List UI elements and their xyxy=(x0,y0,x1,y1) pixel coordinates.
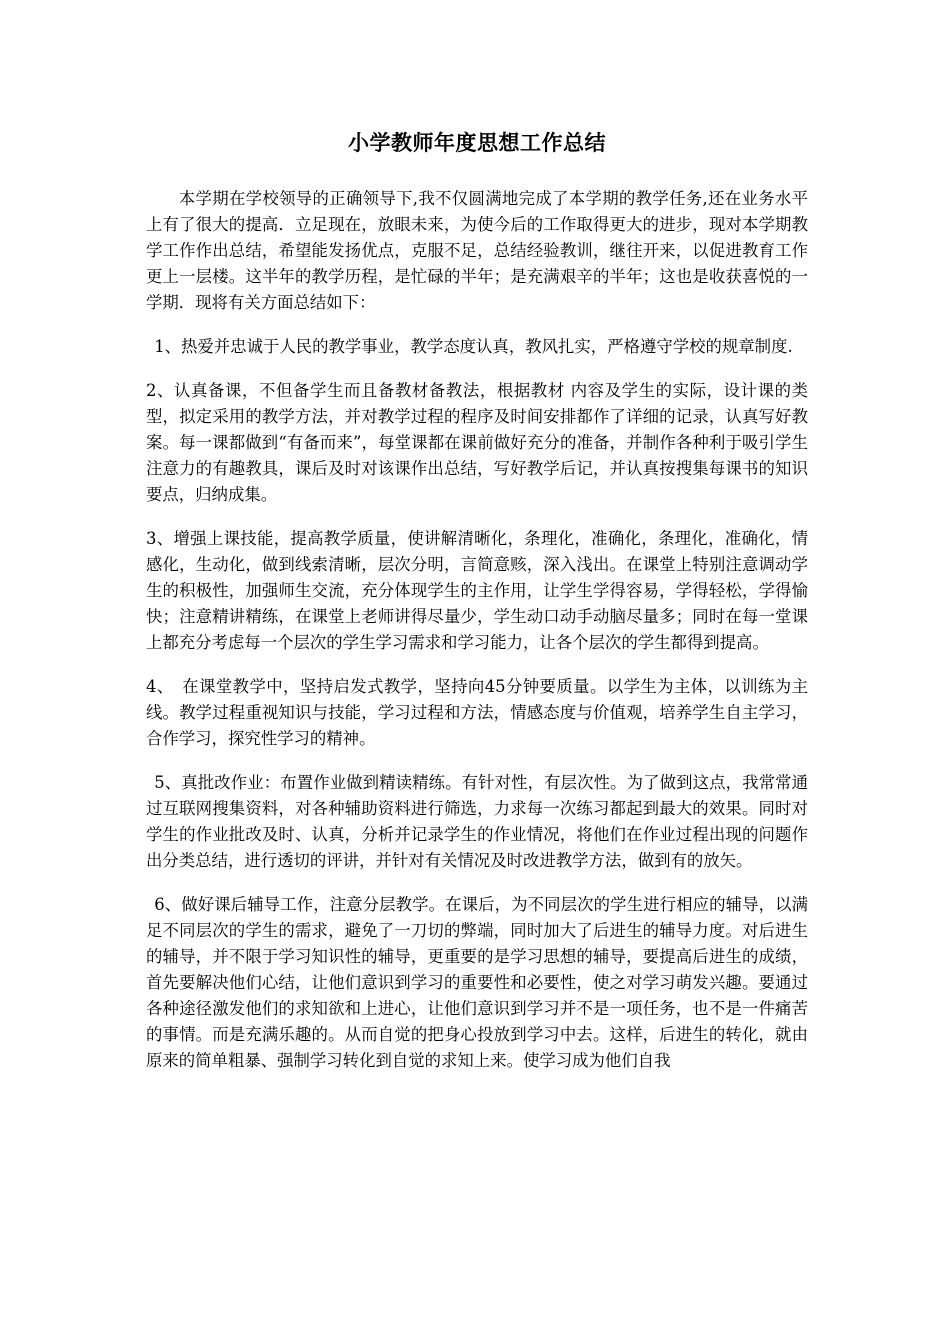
paragraph-item-1: 1、热爱并忠诚于人民的教学事业，教学态度认真，教风扎实，严格遵守学校的规章制度. xyxy=(154,337,793,356)
paragraph-intro: 本学期在学校领导的正确领导下,我不仅圆满地完成了本学期的教学任务,还在业务水平上有了很大的提高．立足现在，放眼未来，为使今后的工作取得更大的进步，现对本学期教学工作作出总结，希望能发扬优点，克服不足，总结经验教训，继往开来，以促进教育工作更上一层楼。这半年的教学历程，是忙碌的半年；是充满艰辛的半年；这也是收获喜悦的一学期．现将有关方面总结如下： xyxy=(146,189,808,312)
paragraph-item-6: 6、做好课后辅导工作，注意分层教学。在课后，为不同层次的学生进行相应的辅导，以满足不同层次的学生的需求，避免了一刀切的弊端，同时加大了后进生的辅导力度。对后进生的辅导，并不限于学习知识性的辅导，更重要的是学习思想的辅导，要提高后进生的成绩，首先要解决他们心结，让他们意识到学习的重要性和必要性，使之对学习萌发兴趣。要通过各种途径激发他们的求知欲和上进心，让他们意识到学习并不是一项任务，也不是一件痛苦的事情。而是充满乐趣的。从而自觉的把身心投放到学习中去。这样，后进生的转化，就由原来的简单粗暴、强制学习转化到自觉的求知上来。使学习成为他们自我 xyxy=(146,895,808,1070)
paragraph-item-5: 5、真批改作业：布置作业做到精读精练。有针对性，有层次性。为了做到这点，我常常通过互联网搜集资料，对各种辅助资料进行筛选，力求每一次练习都起到最大的效果。同时对学生的作业批改及时、认真，分析并记录学生的作业情况，将他们在作业过程出现的问题作出分类总结，进行透切的评讲，并针对有关情况及时改进教学方法，做到有的放矢。 xyxy=(146,773,808,870)
paragraph-item-2: 2、认真备课，不但备学生而且备教材备教法，根据教材 内容及学生的实际，设计课的类型，拟定采用的教学方法，并对教学过程的程序及时间安排都作了详细的记录，认真写好教案。每一课都做到“有备而来”，每堂课都在课前做好充分的准备，并制作各种利于吸引学生注意力的有趣教具，课后及时对该课作出总结，写好教学后记，并认真按搜集每课书的知识要点，归纳成集。 xyxy=(146,381,808,504)
document-body xyxy=(146,128,808,1074)
paragraph-item-3: 3、增强上课技能，提高教学质量，使讲解清晰化，条理化，准确化，条理化，准确化，情感化，生动化，做到线索清晰，层次分明，言简意赅，深入浅出。在课堂上特别注意调动学生的积极性，加强师生交流，充分体现学生的主作用，让学生学得容易，学得轻松，学得愉快；注意精讲精练，在课堂上老师讲得尽量少，学生动口动手动脑尽量多；同时在每一堂课上都充分考虑每一个层次的学生学习需求和学习能力，让各个层次的学生都得到提高。 xyxy=(146,529,808,652)
paragraph-item-4: 4、 在课堂教学中，坚持启发式教学，坚持向45分钟要质量。以学生为主体，以训练为主线。教学过程重视知识与技能，学习过程和方法，情感态度与价值观，培养学生自主学习，合作学习，探究性学习的精神。 xyxy=(146,677,808,748)
document-title: 小学教师年度思想工作总结 xyxy=(348,130,606,155)
